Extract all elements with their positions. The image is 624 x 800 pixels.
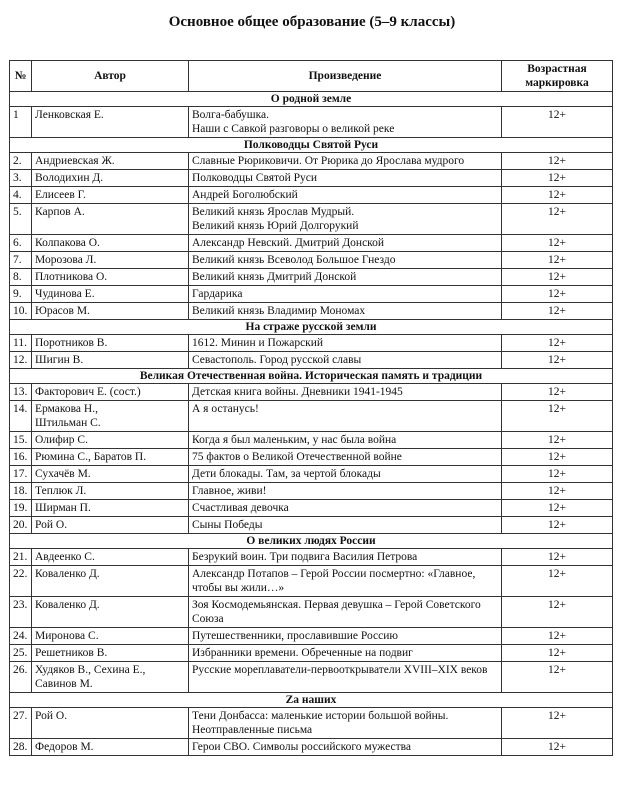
table-row	[10, 549, 613, 566]
section-title: Zа наших	[10, 693, 613, 708]
work-cell: Великий князь Ярослав Мудрый. Великий князь Юрий Долгорукий	[189, 204, 502, 235]
page-title: Основное общее образование (5–9 классы)	[168, 14, 456, 30]
header-author: Автор	[32, 61, 189, 92]
author-cell: Рой О.	[32, 517, 189, 534]
work-cell: Избранники времени. Обреченные на подвиг	[189, 645, 502, 662]
table-row	[10, 466, 613, 483]
table-row	[10, 352, 613, 369]
table-row	[10, 483, 613, 500]
table-row	[10, 449, 613, 466]
work-cell: Когда я был маленьким, у нас была война	[189, 432, 502, 449]
work-cell: Путешественники, прославившие Россию	[189, 628, 502, 645]
work-cell: Счастливая девочка	[189, 500, 502, 517]
table-body	[10, 92, 613, 756]
section-title: Великая Отечественная война. Историческая память и традиции	[10, 369, 613, 384]
table-row	[10, 432, 613, 449]
header-num: №	[10, 61, 32, 92]
work-cell: Великий князь Всеволод Большое Гнездо	[189, 252, 502, 269]
num-cell: 10.	[10, 303, 32, 320]
num-cell: 28.	[10, 739, 32, 756]
table-row	[10, 401, 613, 432]
author-cell: Факторович Е. (сост.)	[32, 384, 189, 401]
table-row	[10, 662, 613, 693]
section-row	[10, 138, 613, 153]
age-cell: 12+	[502, 303, 613, 320]
num-cell: 13.	[10, 384, 32, 401]
work-cell: Русские мореплаватели-первооткрыватели XVIII–XIX веков	[189, 662, 502, 693]
num-cell: 17.	[10, 466, 32, 483]
num-cell: 5.	[10, 204, 32, 235]
age-cell: 12+	[502, 739, 613, 756]
work-cell: 1612. Минин и Пожарский	[189, 335, 502, 352]
author-cell: Чудинова Е.	[32, 286, 189, 303]
table-row	[10, 739, 613, 756]
age-cell: 12+	[502, 384, 613, 401]
author-cell: Ленковская Е.	[32, 107, 189, 138]
num-cell: 24.	[10, 628, 32, 645]
num-cell: 9.	[10, 286, 32, 303]
table-row	[10, 384, 613, 401]
work-cell: А я останусь!	[189, 401, 502, 432]
author-cell: Олифир С.	[32, 432, 189, 449]
author-cell: Авдеенко С.	[32, 549, 189, 566]
table-row	[10, 708, 613, 739]
author-cell: Поротников В.	[32, 335, 189, 352]
num-cell: 2.	[10, 153, 32, 170]
author-cell: Ширман П.	[32, 500, 189, 517]
num-cell: 3.	[10, 170, 32, 187]
author-cell: Федоров М.	[32, 739, 189, 756]
work-cell: Севастополь. Город русской славы	[189, 352, 502, 369]
age-cell: 12+	[502, 352, 613, 369]
age-cell: 12+	[502, 645, 613, 662]
author-cell: Андриевская Ж.	[32, 153, 189, 170]
age-cell: 12+	[502, 597, 613, 628]
age-cell: 12+	[502, 153, 613, 170]
age-cell: 12+	[502, 628, 613, 645]
section-row	[10, 369, 613, 384]
num-cell: 4.	[10, 187, 32, 204]
section-title: Полководцы Святой Руси	[10, 138, 613, 153]
author-cell: Рой О.	[32, 708, 189, 739]
author-cell: Плотникова О.	[32, 269, 189, 286]
author-cell: Сухачёв М.	[32, 466, 189, 483]
section-row	[10, 693, 613, 708]
num-cell: 15.	[10, 432, 32, 449]
author-cell: Юрасов М.	[32, 303, 189, 320]
author-cell: Колпакова О.	[32, 235, 189, 252]
work-cell: Тени Донбасса: маленькие истории большой войны. Неотправленные письма	[189, 708, 502, 739]
work-cell: Герои СВО. Символы российского мужества	[189, 739, 502, 756]
num-cell: 23.	[10, 597, 32, 628]
work-cell: Детская книга войны. Дневники 1941-1945	[189, 384, 502, 401]
age-cell: 12+	[502, 107, 613, 138]
work-cell: Главное, живи!	[189, 483, 502, 500]
work-cell: Дети блокады. Там, за чертой блокады	[189, 466, 502, 483]
age-cell: 12+	[502, 170, 613, 187]
header-work: Произведение	[189, 61, 502, 92]
books-table	[9, 60, 613, 756]
author-cell: Миронова С.	[32, 628, 189, 645]
work-cell: Александр Потапов – Герой России посмертно: «Главное, чтобы вы жили…»	[189, 566, 502, 597]
age-cell: 12+	[502, 662, 613, 693]
table-row	[10, 500, 613, 517]
num-cell: 20.	[10, 517, 32, 534]
num-cell: 1	[10, 107, 32, 138]
age-cell: 12+	[502, 286, 613, 303]
author-cell: Шигин В.	[32, 352, 189, 369]
age-cell: 12+	[502, 252, 613, 269]
work-cell: 75 фактов о Великой Отечественной войне	[189, 449, 502, 466]
age-cell: 12+	[502, 269, 613, 286]
age-cell: 12+	[502, 566, 613, 597]
table-row	[10, 335, 613, 352]
table-row	[10, 597, 613, 628]
author-cell: Карпов А.	[32, 204, 189, 235]
section-title: О великих людях России	[10, 534, 613, 549]
num-cell: 21.	[10, 549, 32, 566]
author-cell: Коваленко Д.	[32, 566, 189, 597]
section-row	[10, 534, 613, 549]
author-cell: Ермакова Н., Штильман С.	[32, 401, 189, 432]
section-title: На страже русской земли	[10, 320, 613, 335]
num-cell: 8.	[10, 269, 32, 286]
table-row	[10, 303, 613, 320]
num-cell: 11.	[10, 335, 32, 352]
num-cell: 6.	[10, 235, 32, 252]
age-cell: 12+	[502, 235, 613, 252]
num-cell: 22.	[10, 566, 32, 597]
num-cell: 25.	[10, 645, 32, 662]
work-cell: Великий князь Дмитрий Донской	[189, 269, 502, 286]
work-cell: Зоя Космодемьянская. Первая девушка – Герой Советского Союза	[189, 597, 502, 628]
age-cell: 12+	[502, 401, 613, 432]
num-cell: 14.	[10, 401, 32, 432]
author-cell: Коваленко Д.	[32, 597, 189, 628]
table-row	[10, 269, 613, 286]
work-cell: Безрукий воин. Три подвига Василия Петрова	[189, 549, 502, 566]
author-cell: Теплюк Л.	[32, 483, 189, 500]
table-row	[10, 235, 613, 252]
table-row	[10, 170, 613, 187]
num-cell: 19.	[10, 500, 32, 517]
age-cell: 12+	[502, 483, 613, 500]
table-row	[10, 645, 613, 662]
num-cell: 26.	[10, 662, 32, 693]
age-cell: 12+	[502, 466, 613, 483]
section-title: О родной земле	[10, 92, 613, 107]
author-cell: Морозова Л.	[32, 252, 189, 269]
age-cell: 12+	[502, 204, 613, 235]
num-cell: 27.	[10, 708, 32, 739]
table-row	[10, 204, 613, 235]
section-row	[10, 320, 613, 335]
age-cell: 12+	[502, 335, 613, 352]
author-cell: Елисеев Г.	[32, 187, 189, 204]
age-cell: 12+	[502, 187, 613, 204]
section-row	[10, 92, 613, 107]
work-cell: Волга-бабушка. Наши с Савкой разговоры о великой реке	[189, 107, 502, 138]
table-row	[10, 566, 613, 597]
age-cell: 12+	[502, 449, 613, 466]
work-cell: Полководцы Святой Руси	[189, 170, 502, 187]
author-cell: Володихин Д.	[32, 170, 189, 187]
table-row	[10, 107, 613, 138]
work-cell: Андрей Боголюбский	[189, 187, 502, 204]
num-cell: 18.	[10, 483, 32, 500]
age-cell: 12+	[502, 517, 613, 534]
work-cell: Гардарика	[189, 286, 502, 303]
table-row	[10, 153, 613, 170]
num-cell: 12.	[10, 352, 32, 369]
age-cell: 12+	[502, 432, 613, 449]
work-cell: Сыны Победы	[189, 517, 502, 534]
table-header-row	[10, 61, 613, 92]
table-row	[10, 187, 613, 204]
author-cell: Худяков В., Сехина Е., Савинов М.	[32, 662, 189, 693]
work-cell: Славные Рюриковичи. От Рюрика до Ярослава мудрого	[189, 153, 502, 170]
age-cell: 12+	[502, 549, 613, 566]
work-cell: Александр Невский. Дмитрий Донской	[189, 235, 502, 252]
header-age: Возрастная маркировка	[502, 61, 613, 92]
num-cell: 16.	[10, 449, 32, 466]
age-cell: 12+	[502, 500, 613, 517]
author-cell: Рюмина С., Баратов П.	[32, 449, 189, 466]
table-row	[10, 252, 613, 269]
table-row	[10, 517, 613, 534]
author-cell: Решетников В.	[32, 645, 189, 662]
num-cell: 7.	[10, 252, 32, 269]
table-row	[10, 286, 613, 303]
table-row	[10, 628, 613, 645]
age-cell: 12+	[502, 708, 613, 739]
work-cell: Великий князь Владимир Мономах	[189, 303, 502, 320]
